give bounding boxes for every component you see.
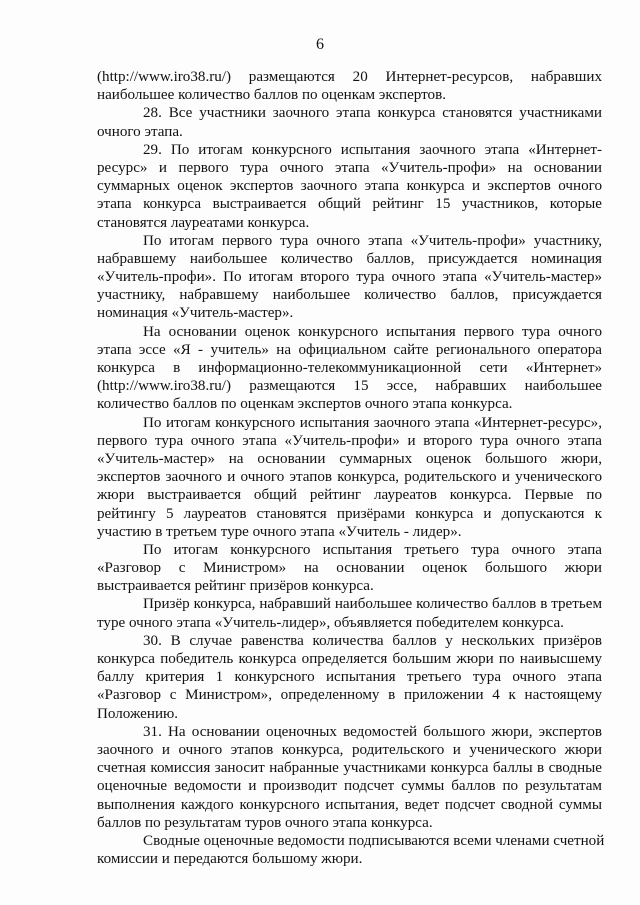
paragraph bbox=[97, 323, 602, 414]
paragraph-line: выполнения каждого конкурсного испытания, ведет подсчет сводной суммы bbox=[97, 796, 602, 813]
paragraph-line: рейтингу 5 лауреатов становятся призёрами конкурса и допускаются к bbox=[97, 505, 602, 522]
paragraph-line: ресурс» и первого тура очного этапа «Учитель-профи» на основании bbox=[97, 159, 602, 176]
paragraph-line: количество баллов по оценкам экспертов очного этапа конкурса. bbox=[97, 396, 513, 413]
paragraph-line: этапа эссе «Я - учитель» на официальном сайте регионального оператора bbox=[97, 341, 602, 358]
paragraph-line: заочного и очного этапов конкурса, родительского и ученического жюри bbox=[97, 741, 602, 758]
paragraph-line: становятся лауреатами конкурса. bbox=[97, 214, 310, 231]
paragraph-line: первого тура очного этапа «Учитель-профи» и второго тура очного этапа bbox=[97, 432, 602, 449]
paragraph-line: экспертов заочного и очного этапов конкурса, родительского и ученического bbox=[97, 469, 602, 486]
paragraph-line: «Учитель-мастер» на основании суммарных оценок большого жюри, bbox=[97, 450, 602, 467]
paragraph-line: По итогам первого тура очного этапа «Учитель-профи» участнику, bbox=[143, 232, 602, 249]
paragraph-line: 28. Все участники заочного этапа конкурса становятся участниками bbox=[143, 105, 602, 122]
paragraph-line: набравшему наибольшее количество баллов, присуждается номинация bbox=[97, 250, 602, 267]
paragraph-line: выстраивается рейтинг призёров конкурса. bbox=[97, 578, 374, 595]
paragraph-line: участию в третьем туре очного этапа «Учитель - лидер». bbox=[97, 523, 462, 540]
paragraph-line: (http://www.iro38.ru/) размещаются 15 эссе, набравших наибольшее bbox=[97, 378, 602, 395]
paragraph-line: Призёр конкурса, набравший наибольшее количество баллов в третьем bbox=[143, 596, 602, 613]
paragraph-line: конкурса в информационно-телекоммуникационной сети «Интернет» bbox=[97, 360, 602, 376]
paragraph-line: очного этапа. bbox=[97, 123, 183, 140]
paragraph-line: «Разговор с Министром» на основании оценок большого жюри bbox=[97, 560, 602, 577]
paragraph-line: баллов по результатам туров очного этапа конкурса. bbox=[97, 814, 433, 831]
paragraph bbox=[97, 595, 602, 631]
paragraph-line: 30. В случае равенства количества баллов у нескольких призёров bbox=[143, 632, 602, 649]
paragraph-line: По итогам конкурсного испытания третьего тура очного этапа bbox=[143, 541, 602, 558]
paragraph bbox=[97, 541, 602, 596]
paragraph-line: этапа конкурса выстраивается общий рейтинг 15 участников, которые bbox=[97, 196, 602, 213]
document-body bbox=[97, 68, 605, 868]
paragraph bbox=[97, 232, 602, 323]
paragraph bbox=[97, 723, 602, 832]
paragraph-line: конкурса победитель конкурса определяется большим жюри по наивысшему bbox=[97, 651, 602, 667]
paragraph-line: «Учитель-профи». По итогам второго тура очного этапа «Учитель-мастер» bbox=[97, 269, 602, 286]
paragraph-line: суммарных оценок экспертов заочного этапа конкурса и экспертов очного bbox=[97, 178, 602, 195]
paragraph-line: оценочные ведомости и производит подсчет суммы баллов по результатам bbox=[97, 778, 602, 795]
paragraph-line: участнику, набравшему наибольшее количество баллов, присуждается bbox=[97, 287, 602, 304]
paragraph-line: Положению. bbox=[97, 705, 179, 722]
paragraph bbox=[97, 141, 602, 232]
paragraph-line: туре очного этапа «Учитель-лидер», объявляется победителем конкурса. bbox=[97, 614, 564, 631]
page-number: 6 bbox=[316, 36, 324, 53]
paragraph-line: баллу критерия 1 конкурсного испытания третьего тура очного этапа bbox=[97, 669, 602, 686]
paragraph-line: комиссии и передаются большому жюри. bbox=[97, 851, 363, 868]
paragraph-line: По итогам конкурсного испытания заочного этапа «Интернет-ресурс», bbox=[143, 414, 602, 431]
paragraph-line: 31. На основании оценочных ведомостей большого жюри, экспертов bbox=[143, 723, 602, 740]
paragraph-line: Сводные оценочные ведомости подписываются всеми членами счетной bbox=[143, 832, 605, 849]
paragraph-line: счетная комиссия заносит набранные участниками конкурса баллы в сводные bbox=[97, 760, 602, 777]
paragraph bbox=[97, 832, 605, 868]
paragraph-line: жюри выстраивается общий рейтинг лауреатов конкурса. Первые по bbox=[97, 487, 602, 504]
paragraph-line: номинация «Учитель-мастер». bbox=[97, 305, 294, 322]
paragraph bbox=[97, 104, 602, 140]
paragraph-line: (http://www.iro38.ru/) размещаются 20 Интернет-ресурсов, набравших bbox=[97, 69, 602, 85]
paragraph bbox=[97, 68, 602, 104]
paragraph bbox=[97, 414, 602, 541]
paragraph bbox=[97, 632, 602, 723]
paragraph-line: «Разговор с Министром», определенному в приложении 4 к настоящему bbox=[97, 687, 602, 704]
paragraph-line: 29. По итогам конкурсного испытания заочного этапа «Интернет- bbox=[143, 141, 602, 158]
paragraph-line: На основании оценок конкурсного испытания первого тура очного bbox=[143, 323, 602, 340]
paragraph-line: наибольшее количество баллов по оценкам экспертов. bbox=[97, 87, 446, 104]
